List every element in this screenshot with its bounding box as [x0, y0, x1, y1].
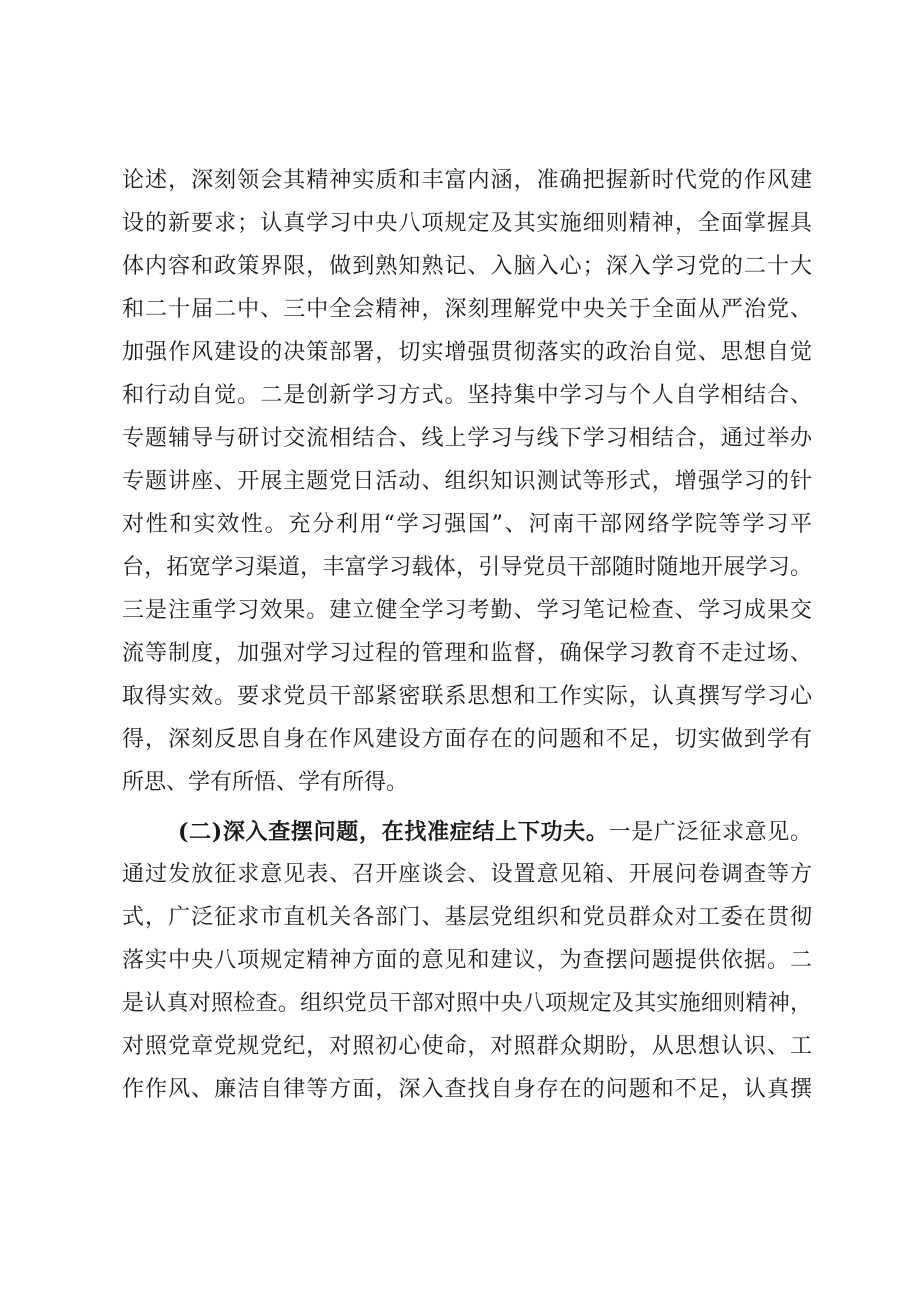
paragraph1-line-5: 加强作风建设的决策部署，切实增强贯彻落实的政治自觉、思想自觉 — [122, 340, 812, 365]
paragraph1-line-4: 和二十届二中、三中全会精神，深刻理解党中央关于全面从严治党、 — [122, 297, 812, 322]
paragraph1-line-2: 设的新要求；认真学习中央八项规定及其实施细则精神，全面掌握具 — [122, 211, 812, 236]
paragraph2-line-4: 是认真对照检查。组织党员干部对照中央八项规定及其实施细则精神， — [122, 991, 812, 1016]
paragraph1-line-15: 所思、学有所悟、学有所得。 — [122, 770, 409, 795]
paragraph1-line-14: 得，深刻反思自身在作风建设方面存在的问题和不足，切实做到学有 — [122, 727, 812, 752]
paragraph1-line-7: 专题辅导与研讨交流相结合、线上学习与线下学习相结合，通过举办 — [122, 426, 812, 451]
paragraph1-line-10: 台，拓宽学习渠道，丰富学习载体，引导党员干部随时随地开展学习。 — [122, 555, 812, 580]
paragraph1-line-1: 论述，深刻领会其精神实质和丰富内涵，准确把握新时代党的作风建 — [122, 168, 812, 193]
paragraph2-line-6: 作作风、廉洁自律等方面，深入查找自身存在的问题和不足，认真撰 — [122, 1077, 812, 1102]
paragraph1-line-11: 三是注重学习效果。建立健全学习考勤、学习笔记检查、学习成果交 — [122, 598, 812, 623]
paragraph1-line-12: 流等制度，加强对学习过程的管理和监督，确保学习教育不走过场、 — [122, 641, 812, 666]
paragraph2-line-1: 通过发放征求意见表、召开座谈会、设置意见箱、开展问卷调查等方 — [122, 862, 812, 887]
section2-first-line-rest: 一是广泛征求意见。 — [608, 820, 812, 845]
section2-heading: (二)深入查摆问题，在找准症结上下功夫。 — [178, 819, 609, 845]
paragraph2-line-5: 对照党章党规党纪，对照初心使命，对照群众期盼，从思想认识、工 — [122, 1034, 812, 1059]
paragraph1-line-9: 对性和实效性。充分利用“学习强国”、河南干部网络学院等学习平 — [122, 512, 812, 537]
paragraph1-line-8: 专题讲座、开展主题党日活动、组织知识测试等形式，增强学习的针 — [122, 469, 812, 494]
paragraph1-line-6: 和行动自觉。二是创新学习方式。坚持集中学习与个人自学相结合、 — [122, 383, 812, 408]
paragraph2-line-3: 落实中央八项规定精神方面的意见和建议，为查摆问题提供依据。二 — [122, 948, 812, 973]
paragraph2-line-2: 式，广泛征求市直机关各部门、基层党组织和党员群众对工委在贯彻 — [122, 905, 812, 930]
paragraph1-line-13: 取得实效。要求党员干部紧密联系思想和工作实际，认真撰写学习心 — [122, 684, 812, 709]
section2-first-line — [178, 812, 812, 852]
paragraph1-line-3: 体内容和政策界限，做到熟知熟记、入脑入心；深入学习党的二十大 — [122, 254, 812, 279]
